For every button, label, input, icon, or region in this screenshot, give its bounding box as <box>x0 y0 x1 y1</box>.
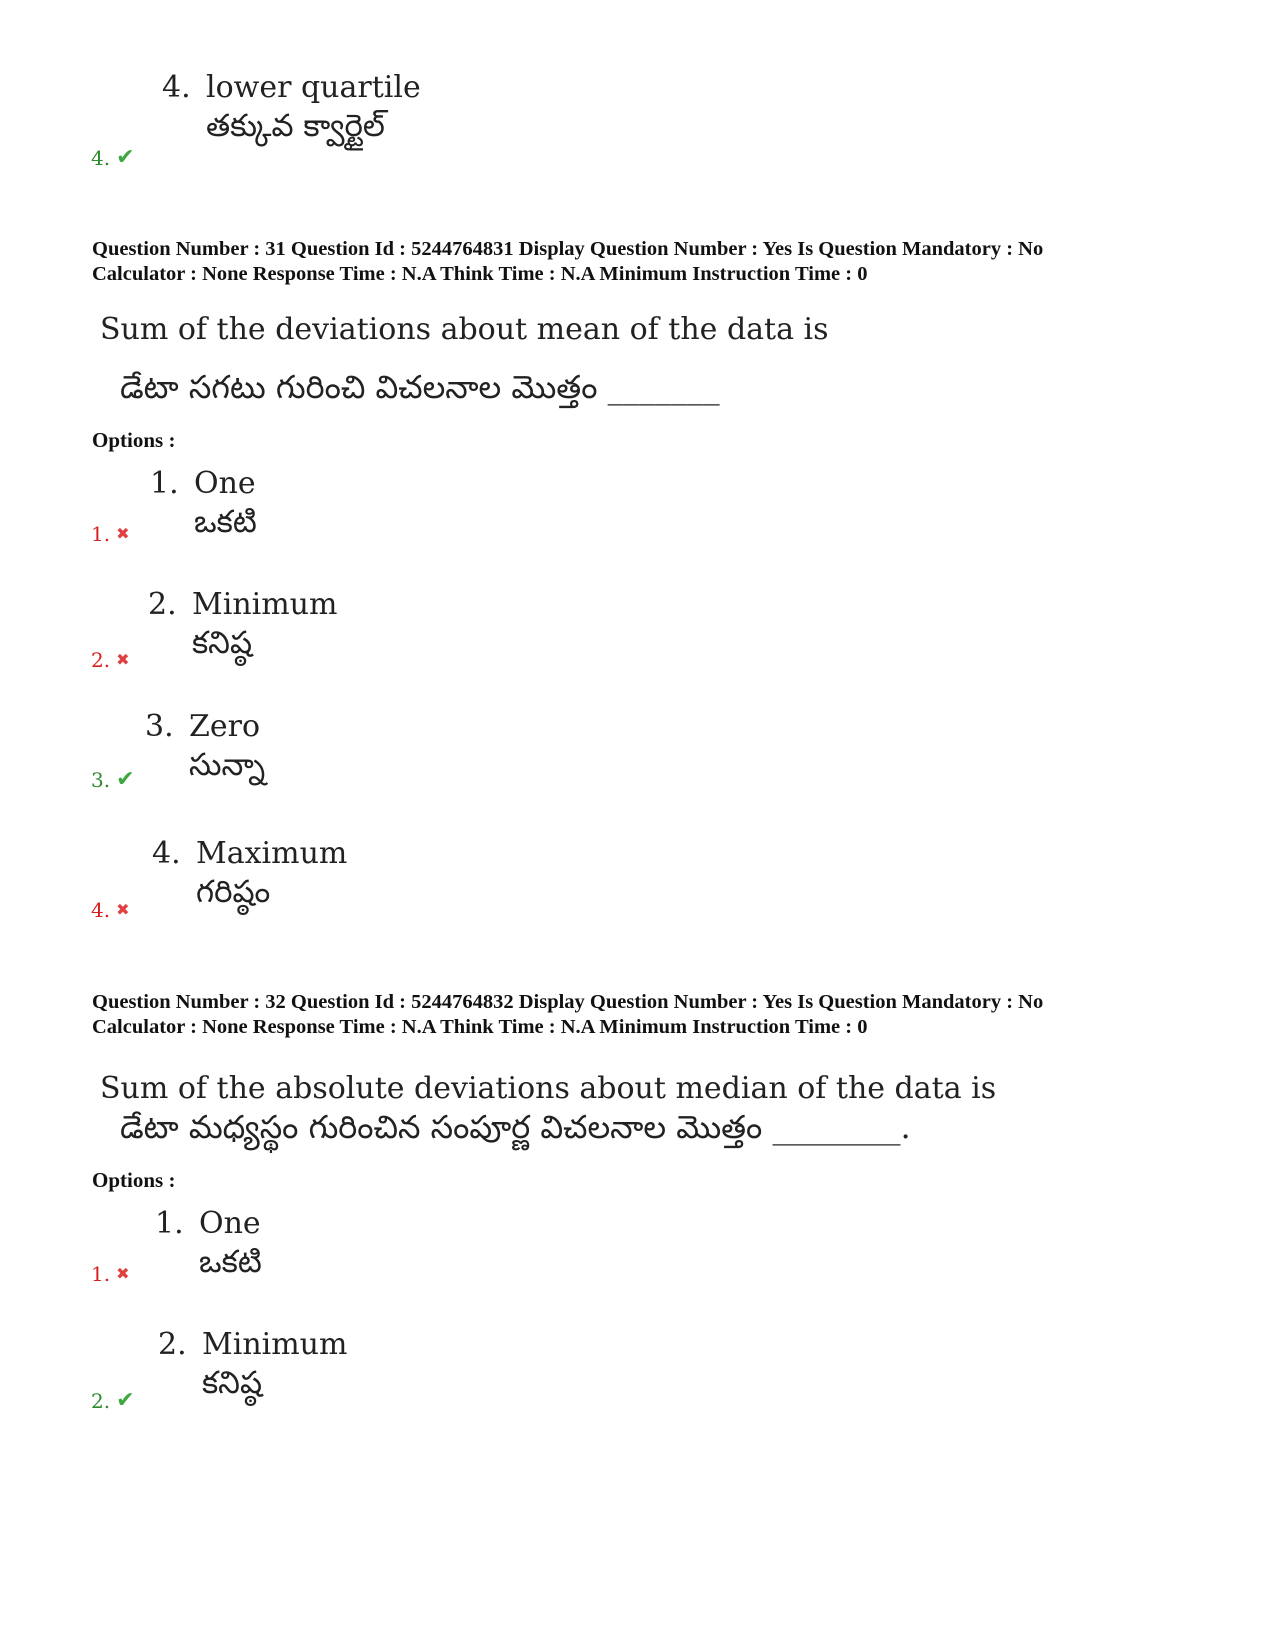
check-icon: ✔ <box>116 145 135 170</box>
question-meta-line-1: Question Number : 32 Question Id : 5244764832 Display Question Number : Yes Is Question Mandatory : No <box>92 991 1044 1013</box>
marker-number: 3. <box>91 768 111 792</box>
marker-number: 4. <box>91 146 111 170</box>
option-text-en: One <box>194 466 256 501</box>
options-label: Options : <box>92 1168 176 1192</box>
option-text-te: గరిష్ఠం <box>196 874 271 910</box>
marker-number: 2. <box>91 1389 111 1413</box>
option-text-en: Minimum <box>202 1327 348 1362</box>
option-number: 4. <box>152 836 181 871</box>
option-text-en: Maximum <box>196 836 348 871</box>
option-number: 1. <box>155 1206 184 1241</box>
question-meta-line-2: Calculator : None Response Time : N.A Think Time : N.A Minimum Instruction Time : 0 <box>92 1016 868 1038</box>
cross-icon: ✖ <box>116 900 130 919</box>
cross-icon: ✖ <box>116 1264 130 1283</box>
wrong-marker <box>91 1262 130 1286</box>
cross-icon: ✖ <box>116 650 130 669</box>
question-meta <box>92 990 1212 1040</box>
options-label: Options : <box>92 428 176 452</box>
option-number: 2. <box>148 587 177 622</box>
option-number: 2. <box>158 1327 187 1362</box>
option-text-en: One <box>199 1206 261 1241</box>
marker-number: 1. <box>91 1262 111 1286</box>
option-text-te: ఒకటి <box>194 504 257 540</box>
option-number: 4. <box>162 70 191 105</box>
option-number: 3. <box>145 709 174 744</box>
correct-marker <box>91 768 135 792</box>
marker-number: 2. <box>91 648 111 672</box>
option-text-te: ఒకటి <box>199 1244 262 1280</box>
option-text-en: Minimum <box>192 587 338 622</box>
marker-number: 4. <box>91 898 111 922</box>
check-icon: ✔ <box>116 1388 135 1413</box>
question-text-te: డేటా సగటు గురించి విచలనాల మొత్తం _______ <box>120 368 720 406</box>
correct-marker <box>91 1389 135 1413</box>
option-text-en: Zero <box>189 709 261 744</box>
cross-icon: ✖ <box>116 524 130 543</box>
check-icon: ✔ <box>116 767 135 792</box>
wrong-marker <box>91 522 130 546</box>
question-meta-line-2: Calculator : None Response Time : N.A Think Time : N.A Minimum Instruction Time : 0 <box>92 263 868 285</box>
option-text-te: కనిష్ఠ <box>192 625 253 661</box>
wrong-marker <box>91 648 130 672</box>
option-text-te: సున్నా <box>189 747 266 783</box>
wrong-marker <box>91 898 130 922</box>
option-text-te: కనిష్ఠ <box>202 1365 263 1401</box>
correct-marker <box>91 146 135 170</box>
option-number: 1. <box>150 466 179 501</box>
question-text-en: Sum of the deviations about mean of the data is <box>100 312 829 347</box>
marker-number: 1. <box>91 522 111 546</box>
question-meta <box>92 237 1212 287</box>
question-text-te: డేటా మధ్యస్థం గురించిన సంపూర్ణ విచలనాల మొత్తం ________. <box>120 1108 911 1146</box>
question-text-en: Sum of the absolute deviations about median of the data is <box>100 1071 997 1106</box>
question-meta-line-1: Question Number : 31 Question Id : 5244764831 Display Question Number : Yes Is Question Mandatory : No <box>92 238 1044 260</box>
option-text-te: తక్కువ క్వార్టైల్ <box>206 108 385 144</box>
option-text-en: lower quartile <box>206 70 421 105</box>
